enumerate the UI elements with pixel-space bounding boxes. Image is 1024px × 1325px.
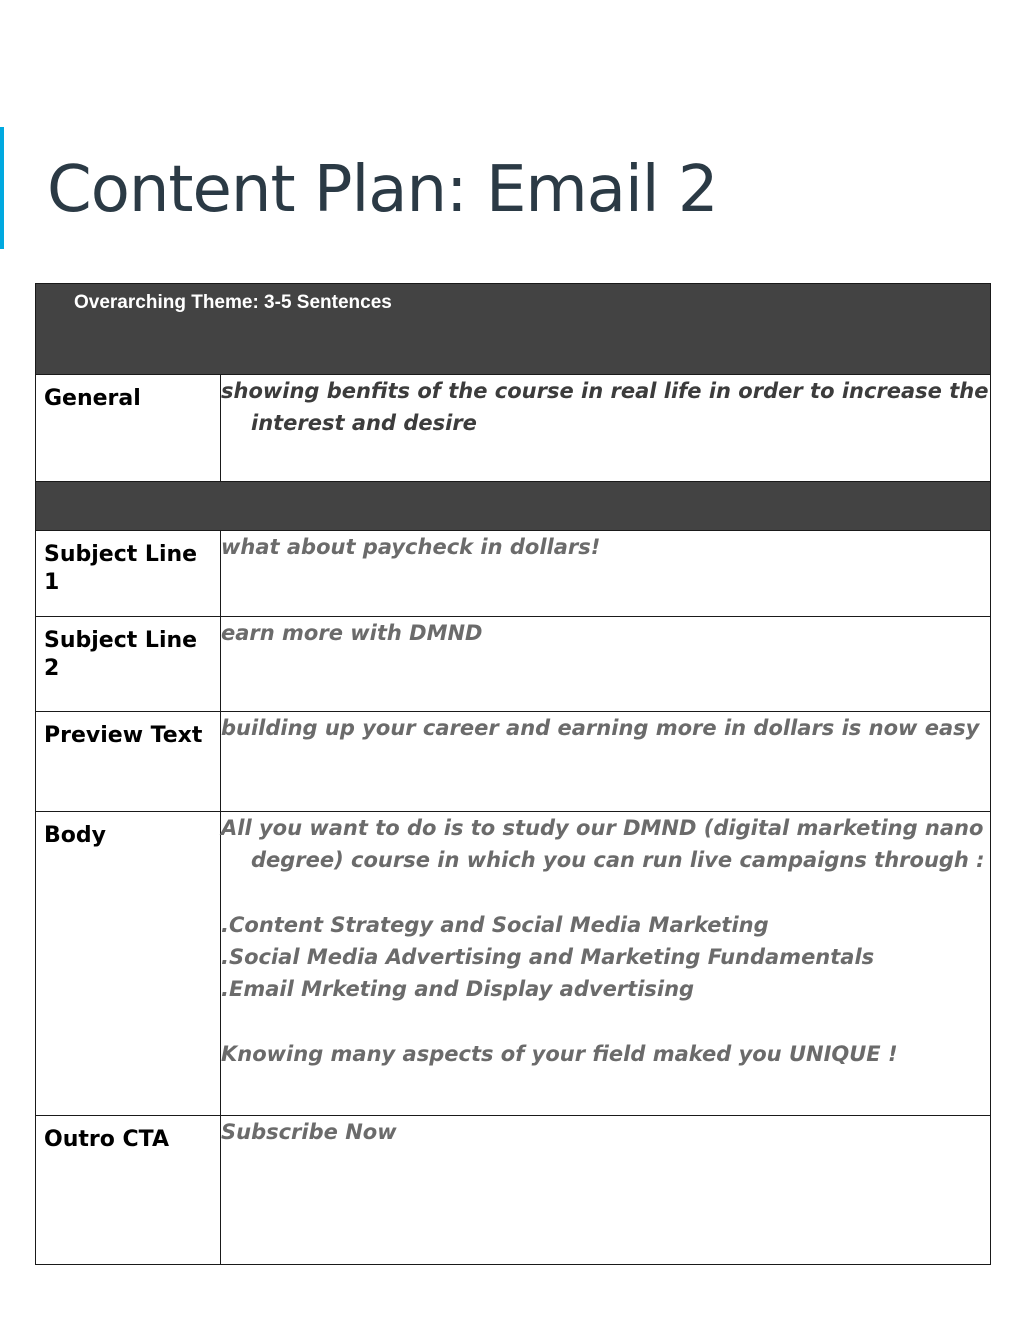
paragraph-gap: [221, 1005, 990, 1038]
row-label-subject-line-1: Subject Line 1: [44, 542, 198, 595]
body-list-item: .Social Media Advertising and Marketing Fundamentals: [221, 945, 875, 969]
table-row-subject-line-1: [36, 531, 991, 617]
row-label-general: General: [44, 386, 141, 411]
content-cell: [221, 1116, 991, 1265]
content-cell: [221, 812, 991, 1116]
page-title: Content Plan: Email 2: [47, 153, 718, 227]
label-cell: [36, 1116, 221, 1265]
theme-header-row: [36, 284, 991, 375]
subject-line-2-text: earn more with DMND: [221, 621, 483, 645]
table-row-subject-line-2: [36, 617, 991, 712]
theme-header-title: Overarching Theme: 3-5 Sentences: [74, 292, 392, 313]
row-label-subject-line-2: Subject Line 2: [44, 628, 198, 681]
content-cell: [221, 531, 991, 617]
content-cell: [221, 375, 991, 482]
outro-cta-text: Subscribe Now: [221, 1120, 397, 1144]
theme-header-cell: [36, 284, 991, 375]
preview-text-value: building up your career and earning more in dollars is now easy: [221, 716, 980, 740]
row-label-preview-text: Preview Text: [44, 723, 203, 748]
content-cell: [221, 617, 991, 712]
table-row-body: [36, 812, 991, 1116]
paragraph-gap: [221, 876, 990, 909]
label-cell: [36, 531, 221, 617]
content-plan-table: [35, 283, 991, 1265]
label-cell: [36, 812, 221, 1116]
body-closing-text: Knowing many aspects of your field maked you UNIQUE !: [221, 1042, 898, 1066]
accent-bar: [0, 127, 4, 249]
label-cell: [36, 617, 221, 712]
general-text: showing benfits of the course in real life in order to increase the interest and desire: [221, 379, 989, 435]
label-cell: [36, 712, 221, 812]
section-divider-cell: [36, 482, 991, 531]
body-list-item: .Content Strategy and Social Media Marketing: [221, 913, 769, 937]
label-cell: [36, 375, 221, 482]
content-cell: [221, 712, 991, 812]
subject-line-1-text: what about paycheck in dollars!: [221, 535, 601, 559]
table-row-outro-cta: [36, 1116, 991, 1265]
body-intro-text: All you want to do is to study our DMND (digital marketing nano degree) course in which you can run live campaigns through :: [221, 816, 985, 872]
section-divider-row: [36, 482, 991, 531]
body-list-item: .Email Mrketing and Display advertising: [221, 977, 695, 1001]
row-label-outro-cta: Outro CTA: [44, 1127, 169, 1152]
row-label-body: Body: [44, 823, 106, 848]
table-row-preview-text: [36, 712, 991, 812]
table-row-general: [36, 375, 991, 482]
